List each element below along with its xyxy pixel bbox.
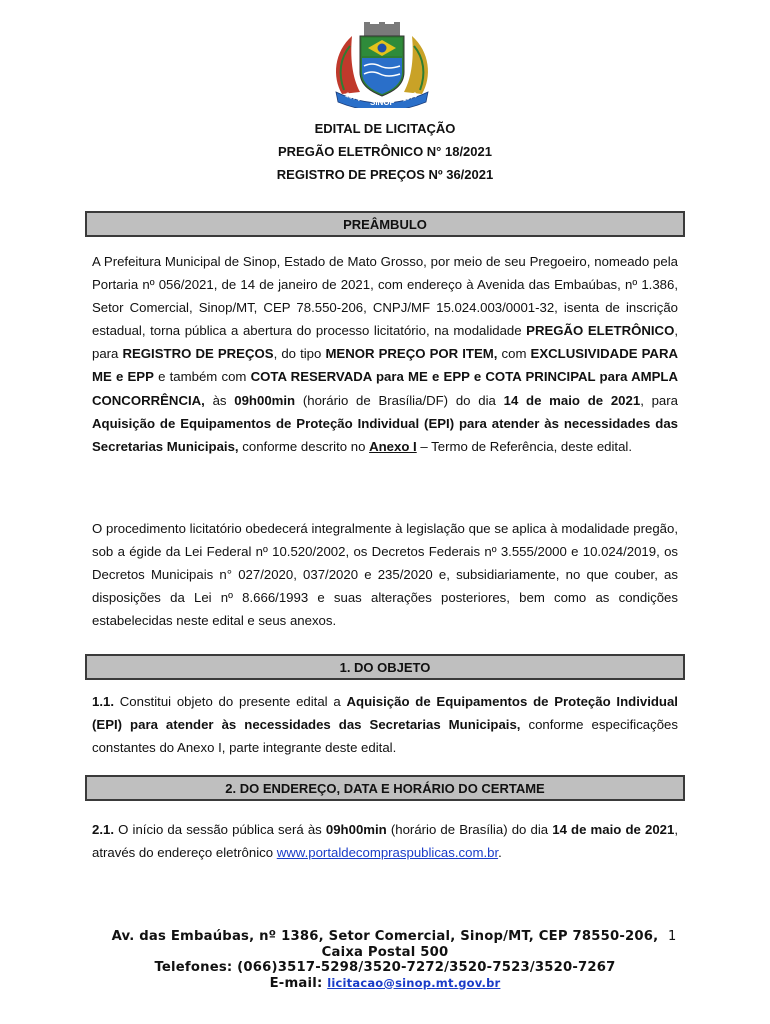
text-run: com [497,346,531,362]
footer-caixa-postal: Caixa Postal 500 [321,944,449,960]
page-footer [0,929,770,991]
objeto-paragraph [92,690,678,759]
bold-run: 09h00min [234,392,296,408]
bold-run: 09h00min [325,822,387,837]
text-run: (horário de Brasília/DF) do dia [295,392,504,408]
clause-number: 2.1. [92,822,114,837]
municipal-crest-logo [322,22,442,108]
text-run: A Prefeitura Municipal de Sinop, Estado de Mato Grosso, por meio de seu Pregoeiro, nomeado pela Portaria nº 056/2021, de 14 de janeiro de 2021, com endereço à Avenida das Embaúbas, nº 1.386, Setor Comercial, Sinop/MT, CEP 78.550-206, CNPJ/MF 15.024.003/0001-32, isenta de inscrição estadual, torna pública a abertura do processo licitatório, na modalidade [92,254,678,339]
endereco-paragraph [92,818,678,864]
text-run: Constitui objeto do presente edital a [114,694,347,709]
text-run: , através do endereço eletrônico [92,822,678,861]
section-header-preambulo: PREÂMBULO [85,211,685,237]
title-registro: REGISTRO DE PREÇOS Nº 36/2021 [276,167,494,182]
text-run: conforme descrito no [238,438,370,454]
bold-run: EXCLUSIVIDADE PARA ME e EPP [92,346,678,385]
text-run: e também com [153,369,251,385]
footer-address: Av. das Embaúbas, nº 1386, Setor Comercial, Sinop/MT, CEP 78550-206, [111,929,659,944]
text-run: , para [640,392,678,408]
crest-banner-text: SINOP [370,98,395,107]
title-edital: EDITAL DE LICITAÇÃO [314,121,456,136]
footer-telefones: Telefones: (066)3517-5298/3520-7272/3520-7523/3520-7267 [154,960,616,975]
section-header-objeto: 1. DO OBJETO [85,654,685,680]
document-titles [0,117,770,186]
text-run: O início da sessão pública será às [114,822,326,837]
bold-run: Aquisição de Equipamentos de Proteção Individual (EPI) para atender às necessidades das Secretarias Municipais, [92,415,678,454]
bold-run: 14 de maio de 2021 [552,822,675,837]
footer-email-link[interactable]: licitacao@sinop.mt.gov.br [327,975,501,990]
text-run: – Termo de Referência, deste edital. [416,438,633,454]
bold-run: COTA RESERVADA para ME e EPP e COTA PRINCIPAL para AMPLA CONCORRÊNCIA, [92,369,678,408]
section-header-endereco: 2. DO ENDEREÇO, DATA E HORÁRIO DO CERTAME [85,775,685,801]
page-number: 1 [668,929,677,944]
preambulo-paragraph-1 [92,250,678,458]
footer-email-label: E-mail: [269,975,328,991]
text-run: , do tipo [273,346,326,362]
bold-run: PREGÃO ELETRÔNICO [526,323,675,339]
text-run: , para [92,323,678,362]
bold-run: MENOR PREÇO POR ITEM, [325,346,498,362]
portal-compras-link[interactable]: www.portaldecompraspublicas.com.br [276,845,499,861]
crest-year-left: 1974 [344,91,362,104]
text-run: às [204,392,235,408]
bold-run: 14 de maio de 2021 [503,392,641,408]
title-pregao: PREGÃO ELETRÔNICO N° 18/2021 [278,144,492,159]
footer-email-line [0,976,770,992]
text-run: (horário de Brasília) do dia [386,822,553,837]
crest-year-right: 1979 [401,91,419,104]
bold-run: REGISTRO DE PREÇOS [122,346,274,362]
preambulo-paragraph-2: O procedimento licitatório obedecerá integralmente à legislação que se aplica à modalidade pregão, sob a égide da Lei Federal nº 10.520/2002, os Decretos Federais nº 3.555/2000 e 10.024/2019, os Decretos Municipais n° 027/2020, 037/2020 e 235/2020 e, subsidiariamente, no que couber, as disposições da Lei nº 8.666/1993 e suas alterações posteriores, bem como as condições estabelecidas neste edital e seus anexos. [92,521,678,629]
text-run: conforme especificações constantes do Anexo I, parte integrante deste edital. [92,717,678,756]
clause-number: 1.1. [92,694,114,709]
bold-run: Aquisição de Equipamentos de Proteção Individual (EPI) para atender às necessidades das Secretarias Municipais, [92,694,678,733]
text-run: . [498,845,502,861]
anexo-reference: Anexo I [369,438,417,454]
